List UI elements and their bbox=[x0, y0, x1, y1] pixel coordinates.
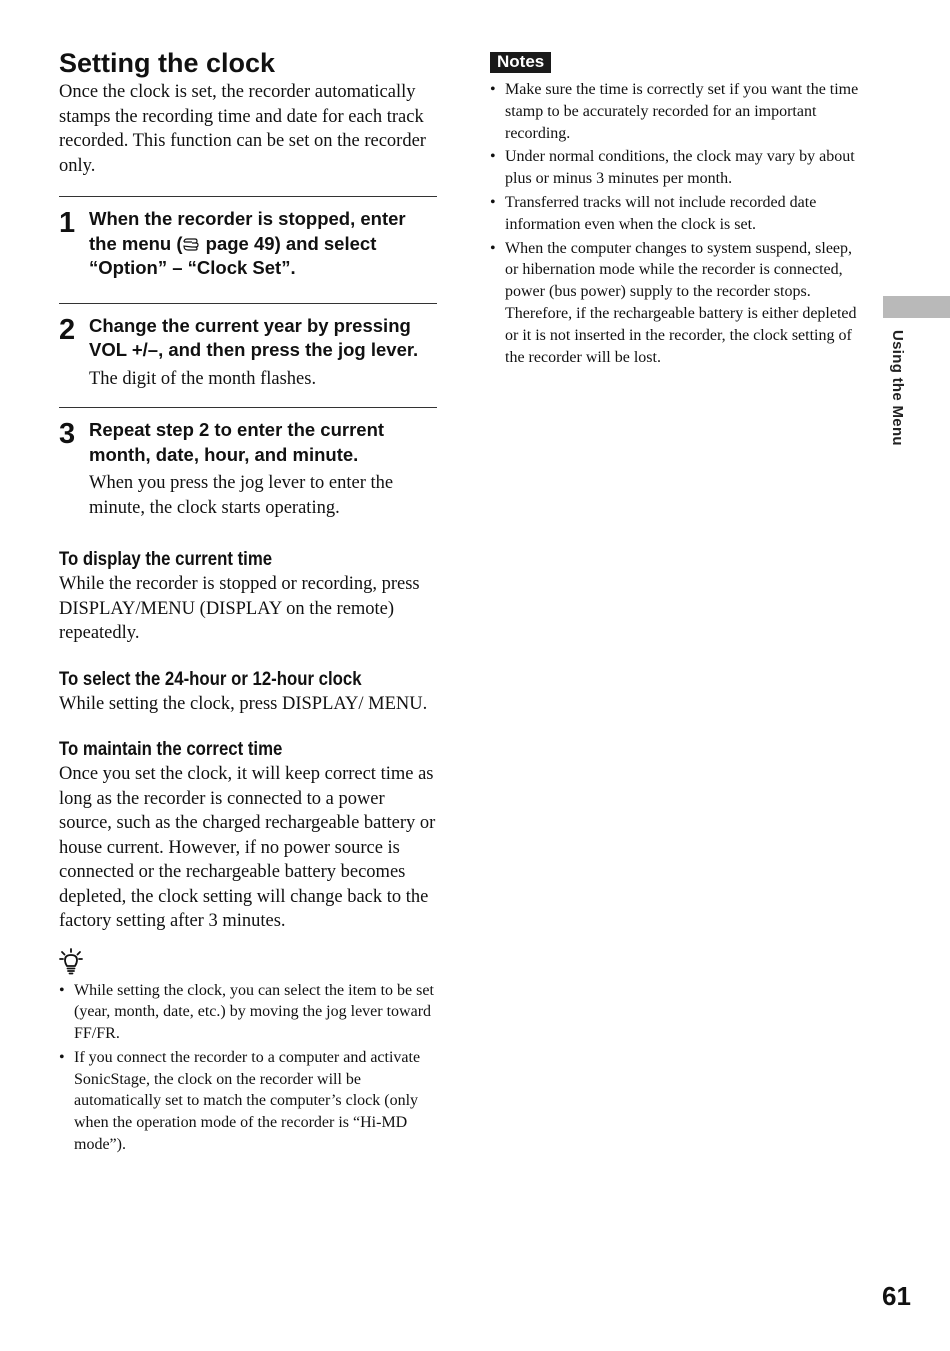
step-description: When you press the jog lever to enter the minute, the clock starts operating. bbox=[89, 473, 394, 518]
hints-list bbox=[59, 980, 437, 1156]
subsection-text: While setting the clock, press DISPLAY/ MENU. bbox=[59, 693, 428, 714]
step-2 bbox=[59, 303, 437, 408]
bullet: • bbox=[59, 981, 65, 999]
step-description: The digit of the month flashes. bbox=[89, 368, 317, 389]
subsection-text: Once you set the clock, it will keep correct time as long as the recorder is connected to a power source, such as the charged rechargeable battery or house current. However, if no power source is connected or the rechargeable battery becomes depleted, the clock setting will change back to the factory setting after 3 minutes. bbox=[59, 764, 436, 931]
step-number: 3 bbox=[59, 418, 76, 450]
bullet: • bbox=[59, 1048, 65, 1066]
step-number: 1 bbox=[59, 207, 76, 239]
hint-text: If you connect the recorder to a computer and activate SonicStage, the clock on the recorder will be automatically set to match the computer’s clock (only when the operation mode of the recorder is “Hi-MD mode”). bbox=[74, 1048, 421, 1154]
list-item bbox=[490, 238, 865, 369]
intro-paragraph: Once the clock is set, the recorder automatically stamps the recording time and date for each track recorded. This function can be set on the recorder only. bbox=[59, 82, 426, 176]
note-text: When the computer changes to system suspend, sleep, or hibernation mode while the recorder is connected, power (bus power) supply to the recorder stops. Therefore, if the rechargeable battery is either depleted or it is not inserted in the recorder, the clock setting of the recorder will be lost. bbox=[505, 239, 857, 366]
bullet: • bbox=[490, 148, 496, 166]
subsection-maintain-time bbox=[59, 736, 437, 934]
step-3 bbox=[59, 407, 437, 546]
right-column bbox=[490, 52, 865, 368]
list-item bbox=[59, 980, 437, 1045]
step-heading: Change the current year by pressing VOL +/–, and then press the jog lever. bbox=[89, 314, 419, 360]
step-1 bbox=[59, 196, 437, 303]
subsection-clock-format bbox=[59, 666, 437, 717]
list-item bbox=[490, 192, 865, 236]
left-column bbox=[59, 46, 437, 1156]
list-item bbox=[490, 146, 865, 190]
step-heading-text-end: page 49) and select “Option” – “Clock Set”. bbox=[89, 232, 377, 278]
notes-badge: Notes bbox=[490, 52, 551, 73]
notes-list bbox=[490, 79, 865, 368]
page-title: Setting the clock bbox=[59, 48, 276, 78]
bullet: • bbox=[490, 193, 496, 211]
subsection-heading: To display the current time bbox=[59, 548, 273, 570]
note-text: Make sure the time is correctly set if you want the time stamp to be accurately recorded for an important recording. bbox=[505, 81, 859, 142]
bullet: • bbox=[490, 81, 496, 98]
hint-text: While setting the clock, you can select the item to be set (year, month, date, etc.) by moving the jog lever toward FF/FR. bbox=[74, 981, 434, 1043]
section-tab-marker bbox=[883, 296, 950, 318]
subsection-text: While the recorder is stopped or recording, press DISPLAY/MENU (DISPLAY on the remote) repeatedly. bbox=[59, 574, 420, 643]
page-reference-hand-icon bbox=[183, 237, 201, 251]
subsection-heading: To maintain the correct time bbox=[59, 738, 283, 760]
note-text: Under normal conditions, the clock may vary by about plus or minus 3 minutes per month. bbox=[505, 148, 855, 188]
subsection-display-time bbox=[59, 546, 437, 646]
step-heading: Repeat step 2 to enter the current month, date, hour, and minute. bbox=[89, 419, 385, 465]
subsection-heading: To select the 24-hour or 12-hour clock bbox=[59, 667, 362, 690]
page-number: 61 bbox=[882, 1281, 911, 1311]
step-heading bbox=[89, 207, 437, 281]
bullet: • bbox=[490, 239, 496, 257]
lightbulb-hint-icon bbox=[59, 948, 83, 976]
step-heading-text-start: When the recorder is stopped, enter the menu ( bbox=[89, 208, 406, 254]
list-item bbox=[490, 79, 865, 144]
hints-section bbox=[59, 948, 437, 1156]
list-item bbox=[59, 1047, 437, 1156]
note-text: Transferred tracks will not include recorded date information even when the clock is set. bbox=[505, 193, 817, 233]
section-tab-label: Using the Menu bbox=[889, 330, 906, 446]
step-number: 2 bbox=[59, 313, 76, 346]
